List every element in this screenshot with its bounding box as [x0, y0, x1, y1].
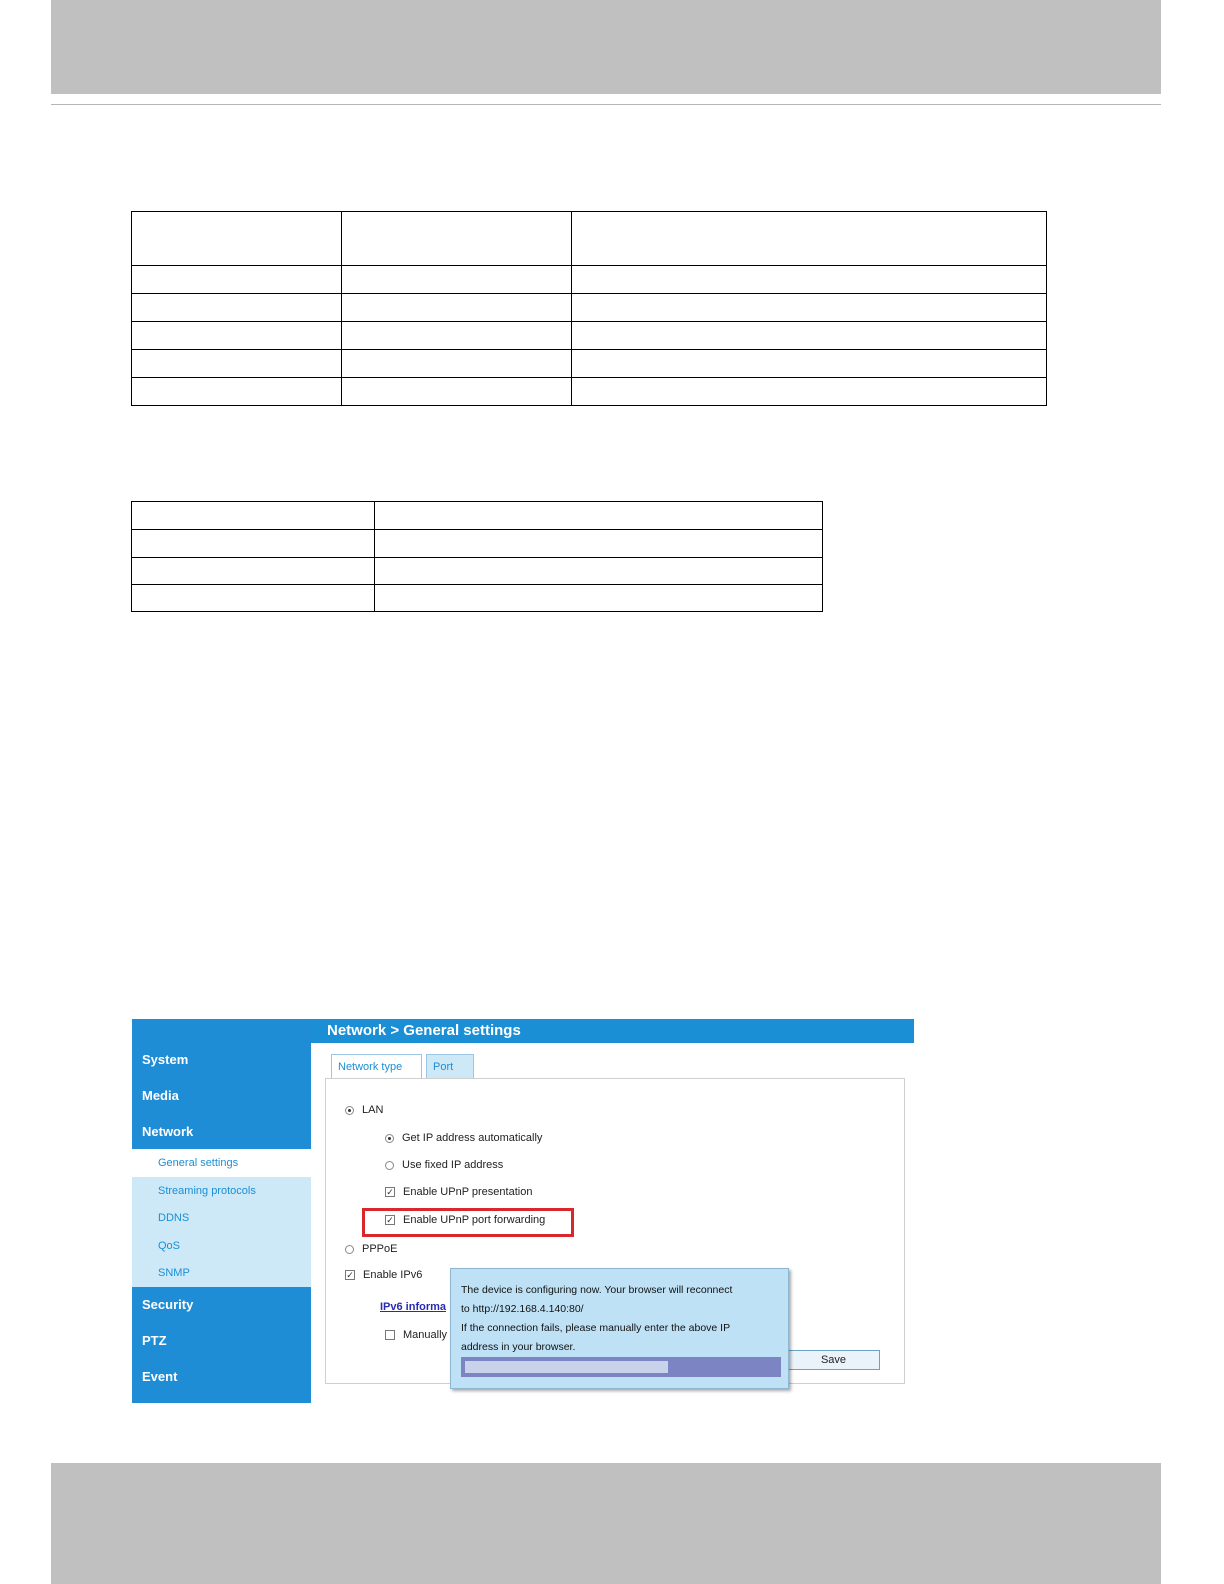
page-header	[311, 1019, 914, 1043]
pppoe-option[interactable]	[345, 1243, 397, 1255]
table-cell	[375, 530, 823, 558]
table-cell	[342, 378, 572, 406]
table-row	[132, 350, 1047, 378]
fixed-ip-option[interactable]	[385, 1159, 503, 1171]
table-cell	[132, 322, 342, 350]
table-cell	[375, 585, 823, 612]
table-row	[132, 530, 823, 558]
sidebar	[132, 1019, 311, 1403]
pppoe-label: PPPoE	[362, 1243, 398, 1255]
table-cell	[132, 212, 342, 266]
radio-unselected-icon[interactable]	[385, 1161, 394, 1170]
reconnect-dialog	[450, 1268, 789, 1389]
header-band	[51, 0, 1161, 94]
table-cell	[572, 350, 1047, 378]
table-cell	[572, 322, 1047, 350]
dialog-text-line: address in your browser.	[461, 1341, 576, 1353]
table-cell	[132, 558, 375, 585]
footer-band	[51, 1463, 1161, 1584]
submenu-item-qos[interactable]: QoS	[158, 1240, 181, 1252]
table-cell	[342, 212, 572, 266]
table-cell	[375, 558, 823, 585]
table-row	[132, 322, 1047, 350]
dialog-text-line: If the connection fails, please manually enter the above IP	[461, 1322, 731, 1334]
network-submenu	[132, 1149, 311, 1287]
sidebar-item-ptz[interactable]: PTZ	[142, 1333, 167, 1348]
table-row	[132, 266, 1047, 294]
table-row	[132, 585, 823, 612]
table-cell	[342, 266, 572, 294]
dialog-text-line: to http://192.168.4.140:80/	[461, 1303, 584, 1315]
upnp-presentation-label: Enable UPnP presentation	[403, 1186, 533, 1198]
fixed-ip-label: Use fixed IP address	[402, 1159, 504, 1171]
header-rule	[51, 104, 1161, 105]
submenu-item-general-settings[interactable]: General settings	[158, 1157, 239, 1169]
table-cell	[572, 212, 1047, 266]
get-ip-label: Get IP address automatically	[402, 1132, 543, 1144]
table-cell	[572, 378, 1047, 406]
sidebar-item-security[interactable]: Security	[142, 1297, 194, 1312]
enable-ipv6-label: Enable IPv6	[363, 1269, 423, 1281]
sidebar-item-network[interactable]: Network	[142, 1124, 194, 1139]
table-cell	[132, 294, 342, 322]
submenu-item-streaming-protocols[interactable]: Streaming protocols	[158, 1185, 256, 1197]
submenu-item-ddns[interactable]: DDNS	[158, 1212, 190, 1224]
table-cell	[375, 502, 823, 530]
get-ip-automatically-option[interactable]	[385, 1132, 542, 1144]
table-cell	[132, 502, 375, 530]
table-cell	[132, 530, 375, 558]
web-ui-screenshot	[132, 1019, 914, 1403]
ipv6-information-link[interactable]: IPv6 informa	[380, 1301, 447, 1313]
lan-label: LAN	[362, 1104, 384, 1116]
table-1	[131, 211, 1047, 406]
upnp-presentation-option[interactable]	[385, 1186, 532, 1198]
table-cell	[342, 294, 572, 322]
checkbox-checked-icon[interactable]: ✓	[346, 1270, 354, 1280]
save-button[interactable]: Save	[787, 1350, 880, 1370]
page-title: Network > General settings	[327, 1022, 521, 1039]
progress-bar	[461, 1357, 781, 1377]
table-cell	[572, 266, 1047, 294]
manually-option[interactable]	[385, 1329, 447, 1341]
table-cell	[132, 350, 342, 378]
progress-fill	[465, 1361, 668, 1373]
sidebar-item-event[interactable]: Event	[142, 1369, 178, 1384]
tab-port[interactable]: Port	[426, 1054, 474, 1078]
submenu-item-snmp[interactable]: SNMP	[158, 1267, 190, 1279]
highlight-box	[362, 1208, 574, 1237]
table-row	[132, 212, 1047, 266]
table-row	[132, 558, 823, 585]
upnp-forwarding-label: Enable UPnP port forwarding	[403, 1214, 546, 1226]
table-cell	[342, 322, 572, 350]
checkbox-checked-icon[interactable]: ✓	[386, 1187, 394, 1197]
lan-option[interactable]	[345, 1104, 383, 1116]
table-cell	[132, 378, 342, 406]
sidebar-item-media[interactable]: Media	[142, 1088, 179, 1103]
table-cell	[342, 350, 572, 378]
radio-selected-icon[interactable]	[385, 1134, 394, 1143]
checkbox-unchecked-icon[interactable]	[385, 1330, 395, 1340]
table-row	[132, 502, 823, 530]
table-row	[132, 378, 1047, 406]
table-cell	[572, 294, 1047, 322]
table-2	[131, 501, 823, 612]
sidebar-item-system[interactable]: System	[142, 1052, 189, 1067]
table-row	[132, 294, 1047, 322]
tab-network-type[interactable]: Network type	[331, 1054, 422, 1078]
table-cell	[132, 266, 342, 294]
checkbox-checked-icon[interactable]: ✓	[386, 1215, 394, 1225]
radio-unselected-icon[interactable]	[345, 1245, 354, 1254]
manually-label: Manually	[403, 1329, 448, 1341]
table-cell	[132, 585, 375, 612]
radio-selected-icon[interactable]	[345, 1106, 354, 1115]
enable-ipv6-option[interactable]	[345, 1269, 422, 1281]
dialog-text-line: The device is configuring now. Your browser will reconnect	[461, 1284, 733, 1296]
